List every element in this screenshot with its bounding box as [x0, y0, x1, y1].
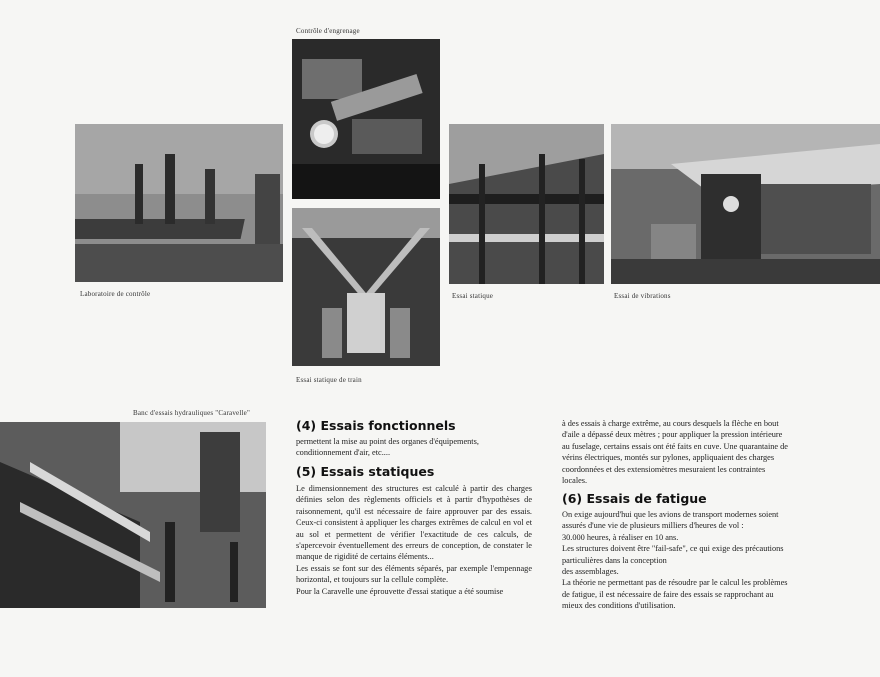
caption-hydraulic-bench: Banc d'essais hydrauliques "Caravelle": [133, 409, 251, 417]
functional-tests-line-1: permettent la mise au point des organes d'équipements,: [296, 437, 479, 446]
hydraulic-test-bench-photo: [0, 422, 266, 608]
static-test-illustration: [449, 124, 604, 284]
static-tests-paragraph-2: Les essais se font sur des éléments séparés, par exemple l'empennage horizontal, et toujours sur la cellule complète.: [296, 563, 532, 585]
functional-tests-line-2: conditionnement d'air, etc....: [296, 448, 391, 458]
fatigue-tests-paragraph-2: 30.000 heures, à réaliser en 10 ans.: [562, 532, 679, 542]
vibration-test-photo: [611, 124, 880, 284]
hydraulic-bench-illustration: [0, 422, 266, 608]
fatigue-tests-paragraph-5: La théorie ne permettant pas de résoudre par le calcul les problèmes de fatigue, il est nécessaire de faire des essais se rapprochant au mieux des conditions d'utilisation.: [562, 578, 788, 611]
gear-control-photo: [292, 39, 440, 199]
caption-gear-control: Contrôle d'engrenage: [296, 27, 360, 35]
static-tests-continuation: [562, 418, 792, 486]
fatigue-tests-paragraph-1: On exige aujourd'hui que les avions de transport modernes soient assurés d'une vie de plusieurs milliers d'heures de vol :: [562, 510, 779, 531]
laboratory-illustration: [75, 124, 283, 282]
landing-gear-illustration: [292, 208, 440, 366]
static-tests-paragraph-1: Le dimensionnement des structures est calculé à partir des charges définies selon des règlements officiels et à partir d'hypothèses de raisonnement, qu'il est nécessaire de faire approuver par des essais. Ceux-ci consistent à appliquer les charges extrêmes de calcul en vol et au sol et permettent de vérifier l'exactitude de ces calculs, de s'apercevoir éventuellement des erreurs de conception, de constater le manque de rigidité de certains éléments...: [296, 484, 532, 562]
heading-fatigue-tests: (6) Essais de fatigue: [562, 491, 707, 506]
landing-gear-test-photo: [292, 208, 440, 366]
static-tests-text: [296, 483, 532, 597]
vibration-test-illustration: [611, 124, 880, 284]
laboratory-photo: [75, 124, 283, 282]
fatigue-tests-paragraph-3: Les structures doivent être "fail-safe", ce qui exige des précautions particulières dans la conception: [562, 544, 784, 565]
functional-tests-text: [296, 436, 532, 459]
static-test-photo: [449, 124, 604, 284]
static-tests-continuation-text: à des essais à charge extrême, au cours desquels la flèche en bout d'aile a dépassé deux mètres ; pour appliquer la pression intérieure au fuselage, certains essais ont été faits en cuve. Une quarantaine de vérins électriques, montés sur pylones, appliquaient des charges coordonnées et des extensiomètres mesuraient les contraintes locales.: [562, 419, 788, 486]
caption-static-test: Essai statique: [452, 292, 494, 300]
static-tests-paragraph-3: Pour la Caravelle une éprouvette d'essai statique a été soumise: [296, 586, 504, 596]
heading-functional-tests: (4) Essais fonctionnels: [296, 418, 456, 433]
gear-control-illustration: [292, 39, 440, 199]
fatigue-tests-paragraph-4: des assemblages.: [562, 567, 619, 577]
heading-static-tests: (5) Essais statiques: [296, 464, 435, 479]
caption-laboratory: Laboratoire de contrôle: [80, 290, 151, 298]
caption-vibration-test: Essai de vibrations: [614, 292, 671, 300]
caption-landing-gear: Essai statique de train: [296, 376, 362, 384]
fatigue-tests-text: [562, 509, 794, 612]
